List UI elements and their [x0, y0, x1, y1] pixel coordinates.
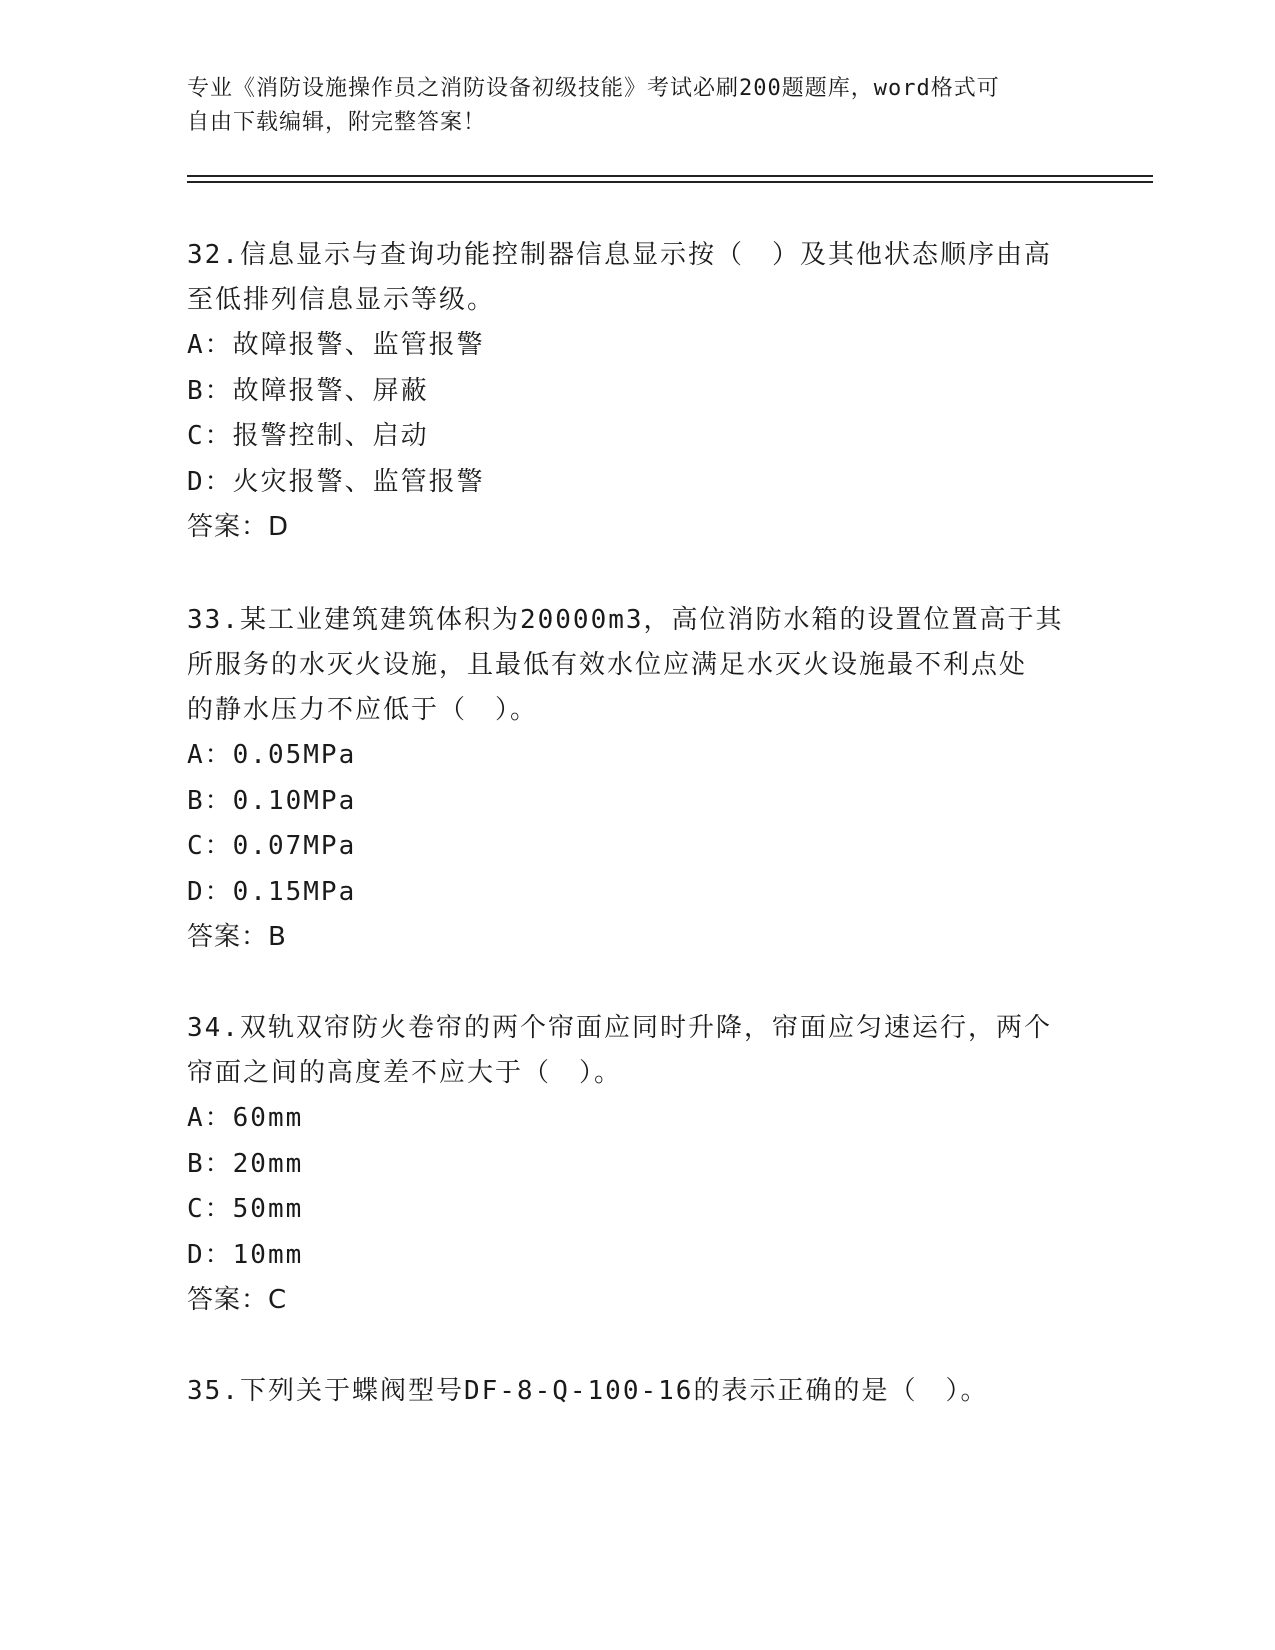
question-stem-line: 的静水压力不应低于（ ）。 — [187, 695, 539, 725]
answer-line: 答案：D — [187, 512, 290, 542]
question-stem-line: 32.信息显示与查询功能控制器信息显示按（ ）及其他状态顺序由高 — [187, 240, 1052, 270]
option-a: A：故障报警、监管报警 — [187, 330, 485, 360]
question-stem-line: 至低排列信息显示等级。 — [187, 285, 496, 315]
answer-line: 答案：C — [187, 1285, 288, 1315]
question-stem-line: 35.下列关于蝶阀型号DF-8-Q-100-16的表示正确的是（ ）。 — [187, 1376, 989, 1406]
option-b: B：20mm — [187, 1148, 304, 1179]
option-a: A：0.05MPa — [187, 740, 357, 770]
option-d: D：10mm — [187, 1239, 304, 1270]
option-c: C：50mm — [187, 1194, 304, 1224]
header-divider-top — [187, 175, 1153, 177]
option-d: D：0.15MPa — [187, 876, 357, 907]
option-c: C：0.07MPa — [187, 831, 357, 861]
header-line-2: 自由下载编辑，附完整答案！ — [187, 110, 487, 135]
question-stem-line: 所服务的水灭火设施，且最低有效水位应满足水灭火设施最不利点处 — [187, 650, 1028, 680]
question-stem-line: 帘面之间的高度差不应大于（ ）。 — [187, 1058, 623, 1088]
option-b: B：0.10MPa — [187, 785, 357, 816]
header-line-1: 专业《消防设施操作员之消防设备初级技能》考试必刷200题题库，word格式可 — [187, 76, 1000, 101]
question-33 — [187, 598, 1087, 959]
question-35 — [187, 1369, 1087, 1414]
question-34 — [187, 1006, 1087, 1322]
question-stem-line: 34.双轨双帘防火卷帘的两个帘面应同时升降，帘面应匀速运行，两个 — [187, 1013, 1052, 1043]
option-b: B：故障报警、屏蔽 — [187, 375, 429, 406]
option-c: C：报警控制、启动 — [187, 421, 429, 451]
document-header — [187, 72, 1087, 140]
option-d: D：火灾报警、监管报警 — [187, 466, 485, 497]
question-32 — [187, 233, 1087, 549]
header-divider-bottom — [187, 181, 1153, 183]
option-a: A：60mm — [187, 1103, 304, 1133]
answer-line: 答案：B — [187, 922, 287, 952]
question-stem-line: 33.某工业建筑建筑体积为20000m3，高位消防水箱的设置位置高于其 — [187, 605, 1064, 635]
